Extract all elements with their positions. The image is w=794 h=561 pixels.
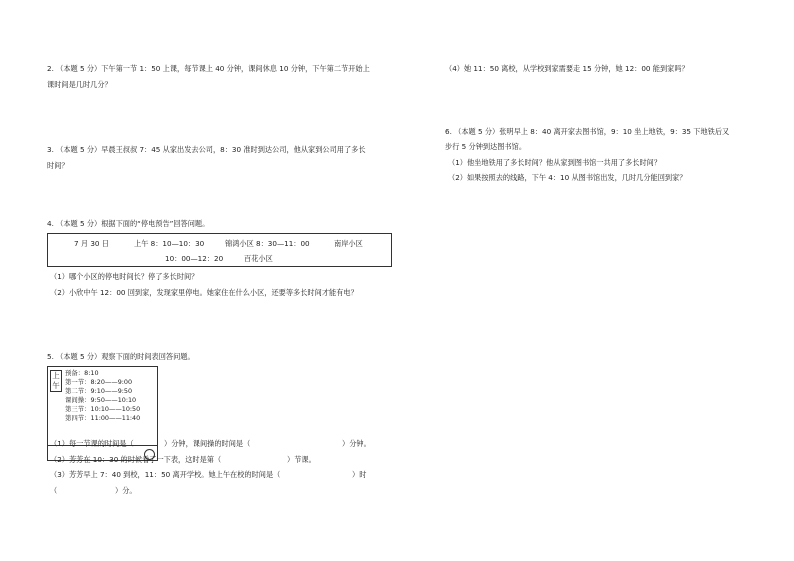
- q5-sub2a: （2）芳芳在 10：30 的时候看了一下表，这时是第（: [50, 455, 222, 464]
- power-outage-notice-box: [47, 233, 392, 267]
- notice-am-time: 上午 8：10—10：30: [134, 239, 205, 248]
- q6-line2: 步行 5 分钟到达图书馆。: [445, 142, 527, 151]
- morning-label: [50, 370, 62, 392]
- q2-line2: 课时间是几时几分？: [47, 80, 112, 89]
- q-right-sub4: （4）她 11：50 离校，从学校到家需要走 15 分钟，她 12：00 能到家吗？: [445, 64, 689, 73]
- schedule-row: 课间操：9:50——10:10: [65, 396, 137, 404]
- schedule-row: 第三节：10:10——10:50: [65, 405, 141, 413]
- q5-sub1c: ）分钟。: [342, 439, 371, 448]
- q5-sub3c: （: [50, 486, 58, 495]
- notice-date: 7 月 30 日: [74, 239, 109, 248]
- q5-sub3b: ）时: [352, 470, 367, 479]
- q3-line2: 时间？: [47, 161, 69, 170]
- notice-district-3: 百花小区: [244, 254, 273, 263]
- q3-line1: 3. （本题 5 分）早晨王叔叔 7：45 从家出发去公司，8：30 准时到达公司，他从家到公司用了多长: [47, 145, 366, 154]
- morning-label-char-1: 上: [52, 371, 60, 380]
- q4-line1: 4. （本题 5 分）根据下面的“停电预告”回答问题。: [47, 219, 210, 228]
- notice-district-1: 锦鸿小区 8：30—11：00: [225, 239, 310, 248]
- morning-label-char-2: 午: [52, 381, 60, 390]
- schedule-row: 第二节：9:10——9:50: [65, 387, 133, 395]
- notice-district-2: 南岸小区: [334, 239, 363, 248]
- q6-line1: 6. （本题 5 分）张明早上 8：40 离开家去图书馆，9：10 坐上地铁，9：35 下地铁后又: [445, 127, 730, 136]
- q6-sub2: （2）如果按照去的线路，下午 4：10 从图书馆出发，几时几分能回到家？: [448, 173, 687, 182]
- q5-line1: 5. （本题 5 分）观察下面的时间表回答问题。: [47, 352, 195, 361]
- schedule-row: 第一节：8:20——9:00: [65, 378, 133, 386]
- schedule-row: 预备：8:10: [65, 369, 99, 377]
- notice-am-time-2: 10：00—12：20: [165, 254, 224, 263]
- q4-sub2: （2）小欣中午 12：00 回到家，发现家里停电。她家住在什么小区，还要等多长时间才能有电？: [50, 288, 358, 297]
- q5-sub1a: （1）每一节课的时间是（: [50, 439, 134, 448]
- q5-sub1b: ）分钟，课间操的时间是（: [164, 439, 251, 448]
- q5-sub3a: （3）芳芳早上 7：40 到校，11：50 离开学校。她上午在校的时间是（: [50, 470, 281, 479]
- q6-sub1: （1）他坐地铁用了多长时间？他从家到图书馆一共用了多长时间？: [448, 158, 662, 167]
- q2-line1: 2. （本题 5 分）下午第一节 1：50 上课，每节课上 40 分钟，课间休息 10 分钟，下午第二节开始上: [47, 64, 370, 73]
- q4-sub1: （1）哪个小区的停电时间长？停了多长时间？: [50, 272, 199, 281]
- q5-sub2b: ）节课。: [287, 455, 316, 464]
- q5-sub3d: ）分。: [115, 486, 137, 495]
- schedule-row: 第四节：11:00——11:40: [65, 414, 141, 422]
